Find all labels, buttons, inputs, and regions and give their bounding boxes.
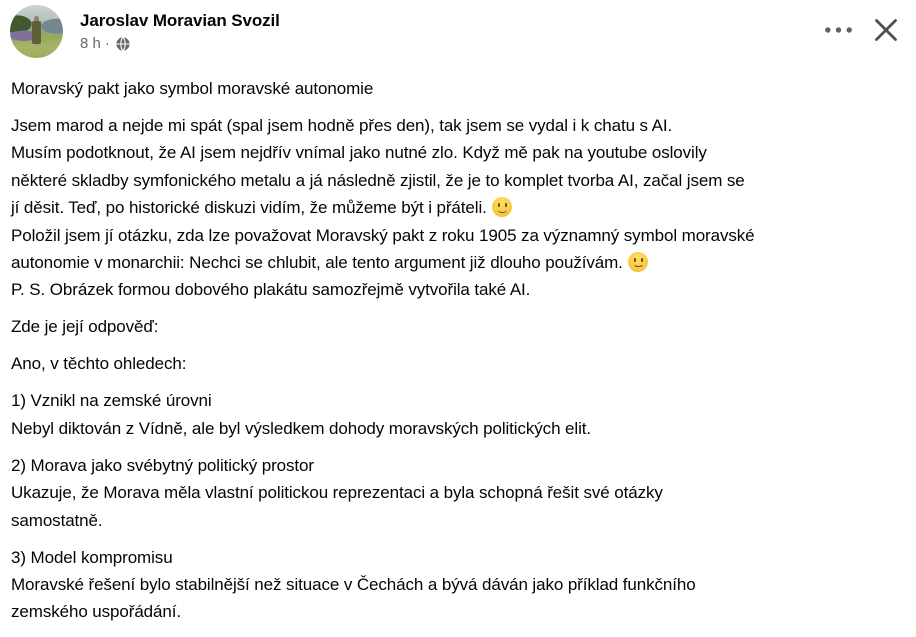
post-text-line: Musím podotknout, že AI jsem nejdřív vnímal jako nutné zlo. Když mě pak na youtube oslovily <box>11 143 707 163</box>
post-text-line: Zde je její odpověď: <box>11 317 159 337</box>
post-text-line: Nebyl diktován z Vídně, ale byl výsledkem dohody moravských politických elit. <box>11 418 592 438</box>
slightly-smiling-emoji <box>492 197 512 217</box>
globe-icon <box>115 36 131 52</box>
post-paragraph <box>11 452 905 534</box>
post-paragraph <box>11 75 905 102</box>
post-text-line: autonomie v monarchii: Nechci se chlubit, ale tento argument již dlouho používám. <box>11 249 905 276</box>
post-text-line: Položil jsem jí otázku, zda lze považovat Moravský pakt z roku 1905 za významný symbol moravské <box>11 225 755 245</box>
header-text <box>80 5 280 53</box>
post-text-line: P. S. Obrázek formou dobového plakátu samozřejmě vytvořila také AI. <box>11 280 531 300</box>
x-icon <box>870 14 902 46</box>
dot-separator: · <box>104 35 110 52</box>
post-text-line: 1) Vznikl na zemské úrovni <box>11 391 212 411</box>
post-text-line: Moravské řešení bylo stabilnější než situace v Čechách a bývá dáván jako příklad funkčního <box>11 575 696 595</box>
post-text-line: Ano, v těchto ohledech: <box>11 354 187 374</box>
timestamp[interactable]: 8 h <box>80 35 101 52</box>
ellipsis-icon <box>824 26 853 34</box>
author-name[interactable]: Jaroslav Moravian Svozil <box>80 11 280 30</box>
post-text-line: samostatně. <box>11 510 103 530</box>
post-text-line: 2) Morava jako svébytný politický prostor <box>11 455 314 475</box>
post-text-line: 3) Model kompromisu <box>11 547 173 567</box>
avatar[interactable] <box>10 5 63 58</box>
post-text <box>11 75 905 635</box>
post-text-line: Jsem marod a nejde mi spát (spal jsem hodně přes den), tak jsem se vydal i k chatu s AI. <box>11 116 673 135</box>
post-text-line: některé skladby symfonického metalu a já následně zjistil, že je to komplet tvorba AI, začal jsem se <box>11 170 745 190</box>
post-meta <box>80 34 280 53</box>
post-text-line: Moravský pakt jako symbol moravské autonomie <box>11 79 374 98</box>
post-paragraph <box>11 350 905 377</box>
post-header <box>10 5 280 58</box>
more-options-button[interactable] <box>821 13 855 47</box>
post-paragraph <box>11 544 905 626</box>
post-paragraph <box>11 313 905 340</box>
post-text-line: Ukazuje, že Morava měla vlastní politickou reprezentaci a byla schopná řešit své otázky <box>11 483 663 503</box>
close-button[interactable] <box>867 11 905 49</box>
post-text-line: jí děsit. Teď, po historické diskuzi vidím, že můžeme být i přáteli. <box>11 194 905 221</box>
post-paragraph <box>11 387 905 442</box>
post-text-line: zemského uspořádání. <box>11 602 181 622</box>
slightly-smiling-emoji <box>628 252 648 272</box>
post-paragraph <box>11 112 905 304</box>
